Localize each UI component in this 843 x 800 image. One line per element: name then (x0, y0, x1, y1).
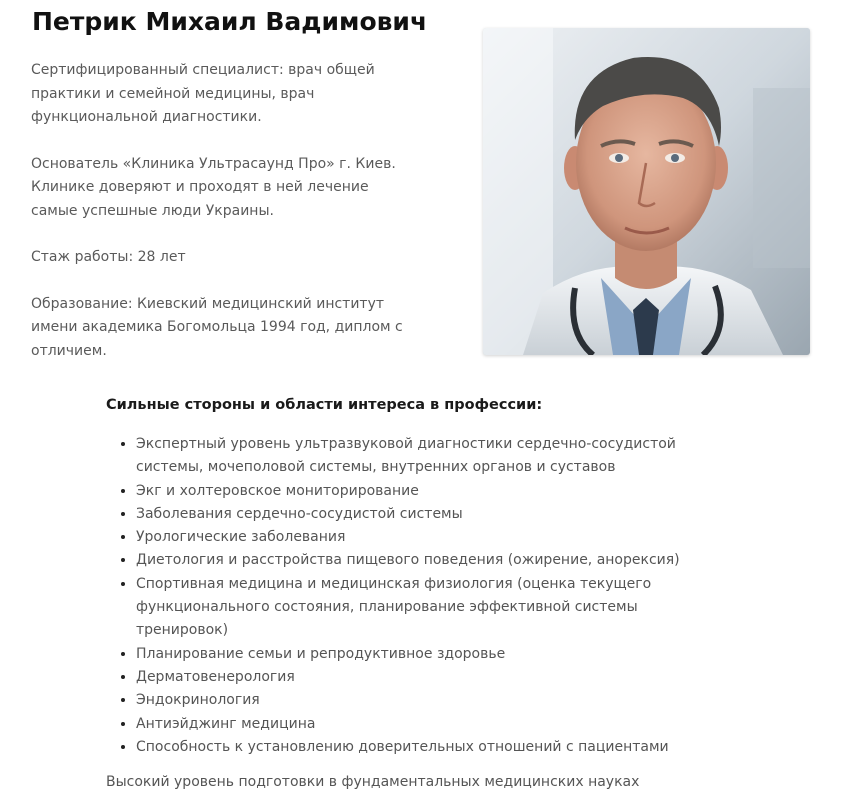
doctor-name: Петрик Михаил Вадимович (32, 7, 428, 36)
list-item: • Способность к установлению доверительных отношений с пациентами (136, 736, 686, 759)
list-item: • Экспертный уровень ультразвуковой диагностики сердечно-сосудистой системы, мочеполовой системы, внутренних органов и суставов (136, 433, 686, 480)
strengths-heading: Сильные стороны и области интереса в профессии: (106, 397, 543, 413)
bio-founder: Основатель «Клиника Ультрасаунд Про» г. Киев. Клинике доверяют и проходят в ней лечение самые успешные люди Украины. (31, 155, 396, 219)
list-item: • Планирование семьи и репродуктивное здоровье (136, 643, 686, 666)
strengths-section (106, 393, 686, 759)
list-item: • Спортивная медицина и медицинская физиология (оценка текущего функционального состояния, планирование эффективной системы тренировок) (136, 573, 686, 643)
list-item: • Диетология и расстройства пищевого поведения (ожирение, анорексия) (136, 549, 686, 572)
doctor-bio (31, 59, 411, 386)
strengths-list (106, 433, 686, 759)
bio-specialization: Сертифицированный специалист: врач общей практики и семейной медицины, врач функциональной диагностики. (31, 62, 375, 125)
list-item: • Эндокринология (136, 689, 686, 712)
doctor-photo (483, 28, 810, 355)
list-item: • Заболевания сердечно-сосудистой системы (136, 503, 686, 526)
closing-text: Высокий уровень подготовки в фундаментальных медицинских науках (106, 774, 640, 790)
list-item: • Антиэйджинг медицина (136, 713, 686, 736)
bio-experience: Стаж работы: 28 лет (31, 249, 186, 265)
bio-education: Образование: Киевский медицинский институт имени академика Богомольца 1994 год, диплом с отличием. (31, 295, 403, 359)
list-item: • Экг и холтеровское мониторирование (136, 480, 686, 503)
list-item: • Урологические заболевания (136, 526, 686, 549)
list-item: • Дерматовенерология (136, 666, 686, 689)
